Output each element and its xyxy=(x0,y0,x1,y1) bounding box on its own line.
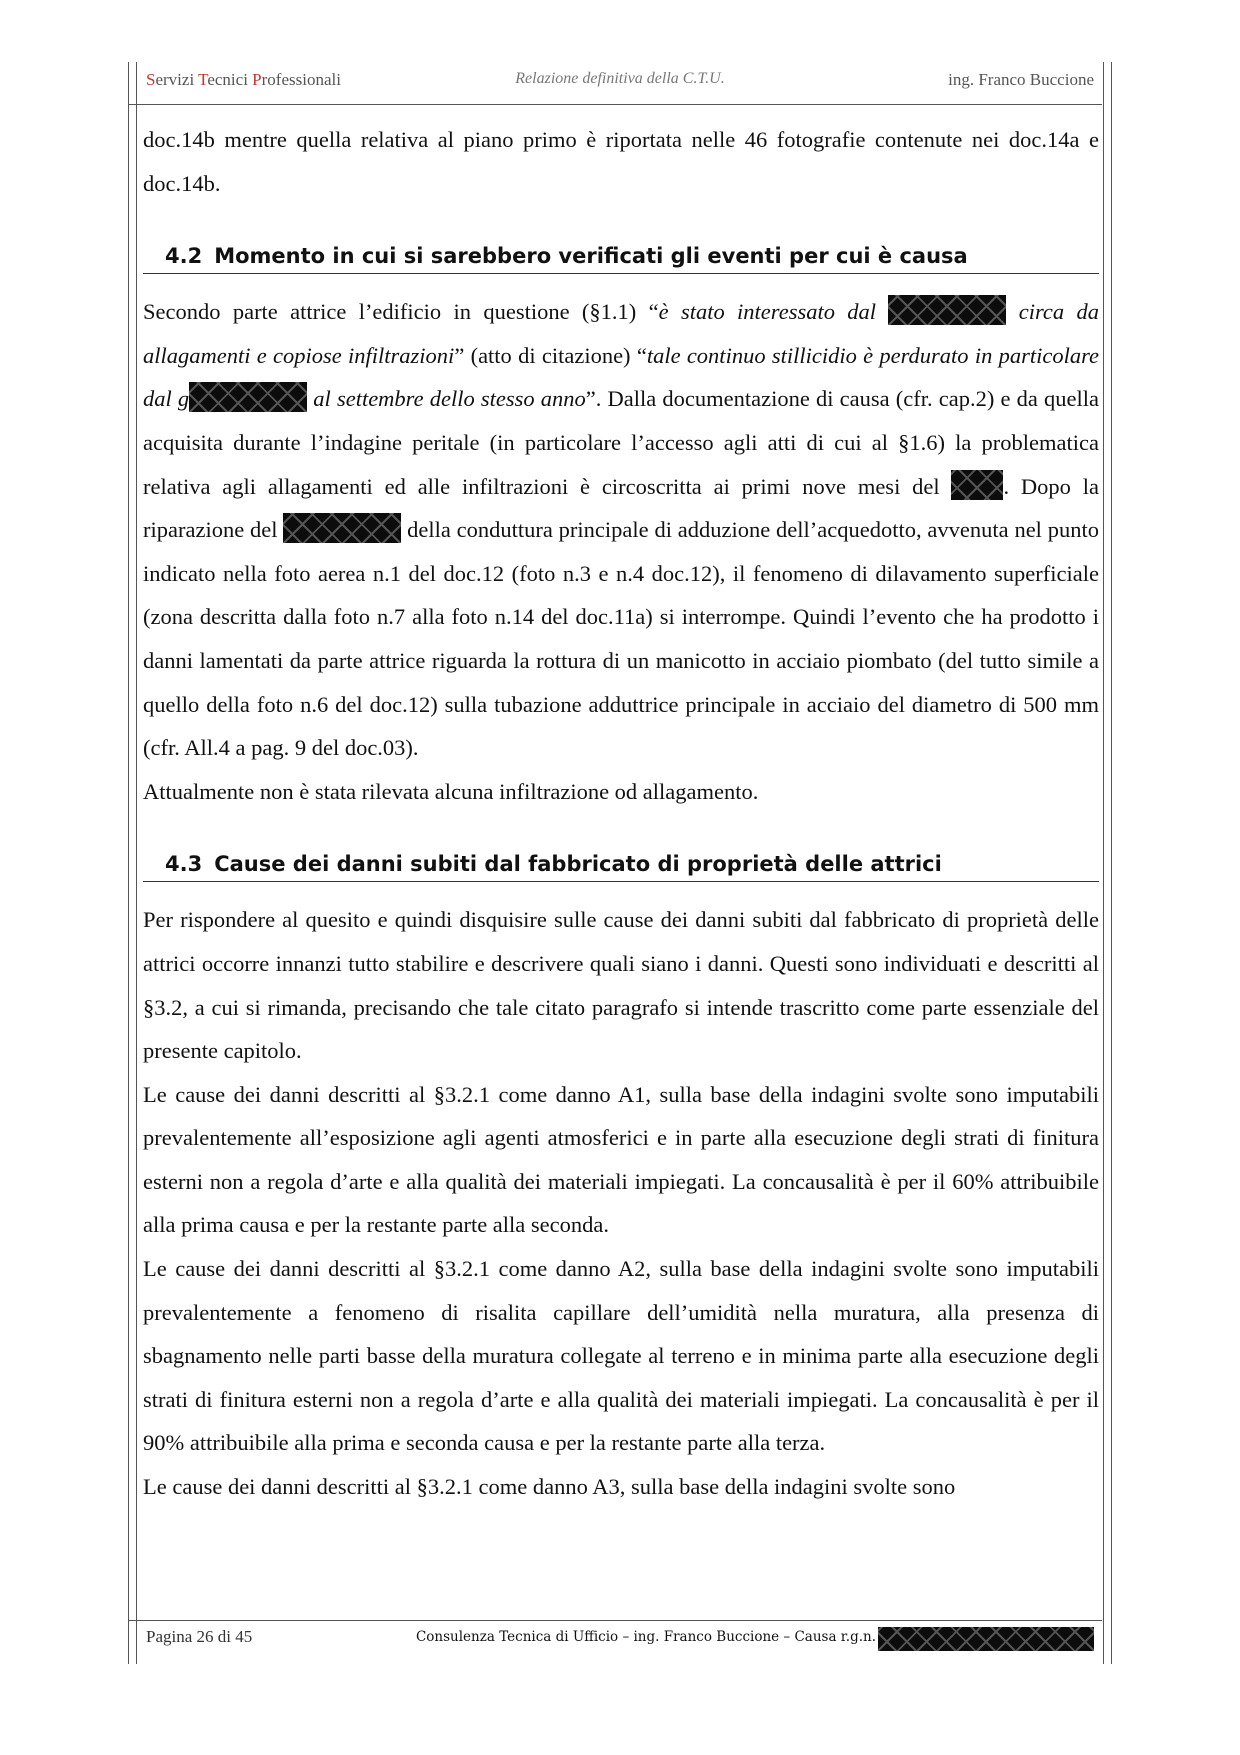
page-footer xyxy=(146,1627,1094,1655)
redaction-block xyxy=(283,513,401,543)
redaction-block xyxy=(189,382,307,412)
page-header xyxy=(146,70,1094,100)
page-body xyxy=(143,118,1099,1509)
header-company: Servizi Tecnici Professionali xyxy=(146,70,341,89)
header-author: ing. Franco Buccione xyxy=(948,70,1094,89)
footer-redaction-block xyxy=(878,1627,1094,1651)
section-4-3-paragraph-4: Le cause dei danni descritti al §3.2.1 come danno A3, sulla base della indagini svolte sono xyxy=(143,1474,956,1500)
section-number: 4.2 xyxy=(165,244,203,269)
footer-info: Consulenza Tecnica di Ufficio – ing. Franco Buccione – Causa r.g.n. xyxy=(415,1629,876,1645)
continuation-paragraph: doc.14b mentre quella relativa al piano primo è riportata nelle 46 fotografie contenute nei doc.14a e doc.14b. xyxy=(143,127,1099,196)
header-title: Relazione definitiva della C.T.U. xyxy=(515,70,725,87)
section-4-3-paragraph-2: Le cause dei danni descritti al §3.2.1 come danno A1, sulla base della indagini svolte sono imputabili prevalentemente all’esposizione agli agenti atmosferici e in parte alla esecuzione degli strati di finitura esterni non a regola d’arte e alla qualità dei materiali impiegati. La concausalità è per il 60% attribuibile alla prima causa e per la restante parte alla seconda. xyxy=(143,1081,1099,1238)
section-4-3-paragraph-3: Le cause dei danni descritti al §3.2.1 come danno A2, sulla base della indagini svolte sono imputabili prevalentemente a fenomeno di risalita capillare dell’umidità nella muratura, alla presenza di sbagnamento nelle parti basse della muratura collegate al terreno e in minima parte alla esecuzione degli strati di finitura esterni non a regola d’arte e alla qualità dei materiali impiegati. La concausalità è per il 90% attribuibile alla prima e seconda causa e per la restante parte alla terza. xyxy=(143,1256,1099,1456)
section-title: Cause dei danni subiti dal fabbricato di proprietà delle attrici xyxy=(214,852,942,877)
section-title: Momento in cui si sarebbero verificati gli eventi per cui è causa xyxy=(214,244,968,269)
page-number: Pagina 26 di 45 xyxy=(146,1627,253,1646)
section-4-2-paragraph-2: Attualmente non è stata rilevata alcuna infiltrazione od allagamento. xyxy=(143,778,759,804)
header-rule xyxy=(128,104,1102,105)
section-number: 4.3 xyxy=(165,852,203,877)
redaction-block xyxy=(888,295,1006,325)
frame-line-right-outer xyxy=(1111,62,1112,1664)
section-heading-4-2 xyxy=(143,239,1099,274)
section-heading-4-3 xyxy=(143,847,1099,882)
section-4-2-paragraph-1: Secondo parte attrice l’edificio in questione (§1.1) “è stato interessato dal circa da allagamenti e copiose infiltrazioni” (atto di citazione) “tale continuo stillicidio è perdurato in particolare dal g al settembre dello stesso anno”. Dalla documentazione di causa (cfr. cap.2) e da quella acquisita durante l’indagine peritale (in particolare l’accesso agli atti di cui al §1.6) la problematica relativa agli allagamenti ed alle infiltrazioni è circoscritta ai primi nove mesi del . Dopo la riparazione del della conduttura principale di adduzione dell’acquedotto, avvenuta nel punto indicato nella foto aerea n.1 del doc.12 (foto n.3 e n.4 doc.12), il fenomeno di dilavamento superficiale (zona descritta dalla foto n.7 alla foto n.14 del doc.11a) si interrompe. Quindi l’evento che ha prodotto i danni lamentati da parte attrice riguarda la rottura di un manicotto in acciaio piombato (del tutto simile a quello della foto n.6 del doc.12) sulla tubazione adduttrice principale in acciaio del diametro di 500 mm (cfr. All.4 a pag. 9 del doc.03). xyxy=(143,290,1099,770)
section-4-3-paragraph-1: Per rispondere al quesito e quindi disquisire sulle cause dei danni subiti dal fabbricato di proprietà delle attrici occorre innanzi tutto stabilire e descrivere quali siano i danni. Questi sono individuati e descritti al §3.2, a cui si rimanda, precisando che tale citato paragrafo si intende trascritto come parte essenziale del presente capitolo. xyxy=(143,907,1099,1064)
footer-rule xyxy=(128,1620,1102,1621)
frame-line-left-inner xyxy=(136,62,137,1664)
redaction-block xyxy=(951,470,1003,500)
frame-line-left-outer xyxy=(128,62,129,1664)
frame-line-right-inner xyxy=(1103,62,1104,1664)
